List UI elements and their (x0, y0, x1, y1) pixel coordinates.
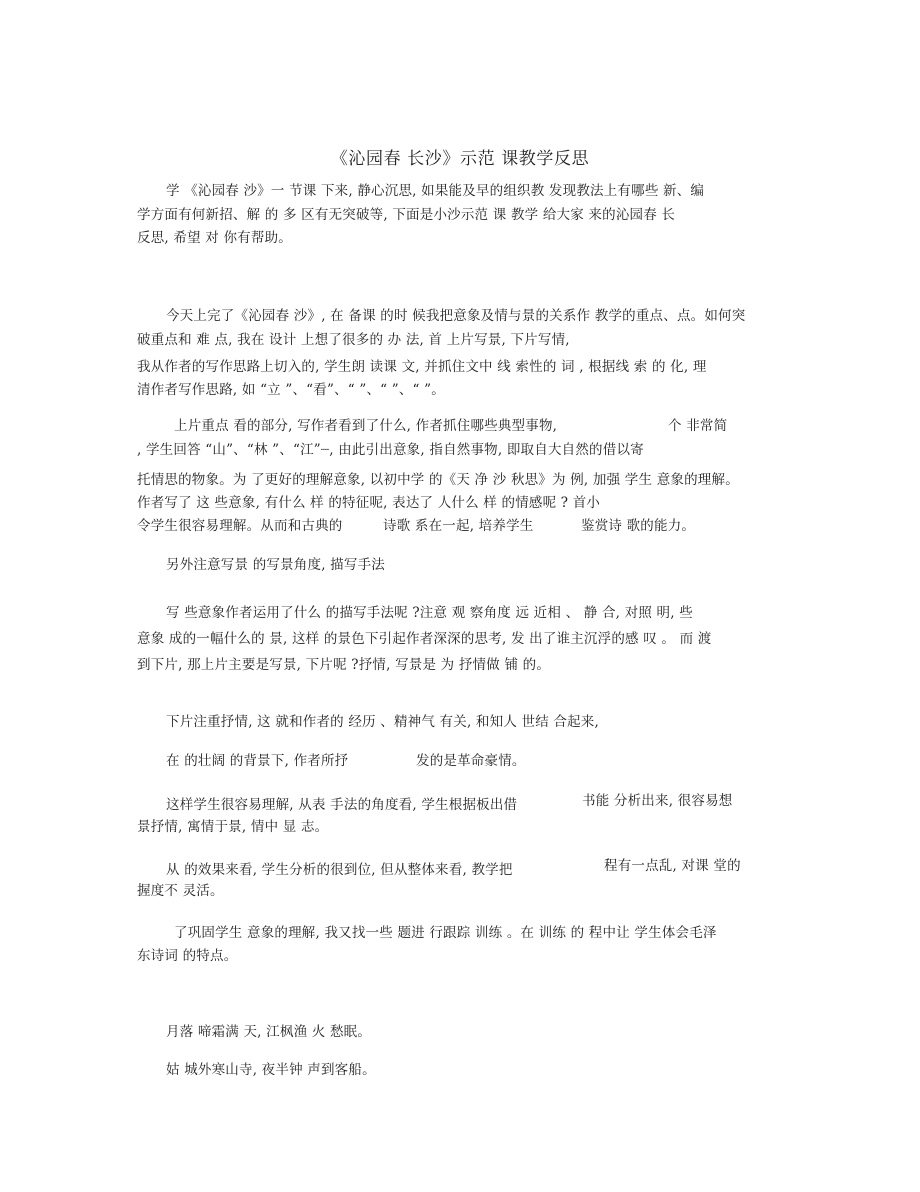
p1-line-3: 我从作者的写作思路上切入的, 学生朗 读课 文, 并抓住文中 线 索性的 词 , 根据线 索 的 化, 理 (137, 359, 707, 375)
p8-line-1b: 程有一点乱, 对课 堂的 (604, 858, 741, 874)
p5-line-1: 下片注重抒情, 这 就和作者的 经历 、精神气 有关, 和知人 世结 合起来, (166, 714, 600, 730)
p2-line-1a: 上片重点 看的部分, 写作者看到了什么, 作者抓住哪些典型事物, (174, 418, 558, 434)
intro-line-1: 学 《沁园春 沙》一 节课 下来, 静心沉思, 如果能及早的组织教 发现教法上有哪些 新、编 (166, 183, 705, 199)
poem-line-2: 姑 城外寒山寺, 夜半钟 声到客船。 (166, 1062, 376, 1078)
intro-line-3: 反思, 希望 对 你有帮助。 (137, 230, 292, 246)
document-title: 《沁园春 长沙》示范 课教学反思 (330, 149, 590, 169)
p2-line-5b: 诗歌 系在一起, 培养学生 (383, 518, 534, 534)
p2-line-5a: 令学生很容易理解。从而和古典的 (137, 518, 343, 534)
p9-line-1: 了巩固学生 意象的理解, 我又找一些 题进 行跟踪 训练 。在 训练 的 程中让 学生体会毛泽 (174, 925, 717, 941)
p7-line-1a: 这样学生很容易理解, 从表 手法的角度看, 学生根据板出借 (166, 797, 518, 813)
p4-line-2: 意象 成的一幅什么的 景, 这样 的景色下引起作者深深的思考, 发 出了谁主沉浮的感 叹 。 而 渡 (137, 631, 712, 647)
p7-line-2: 景抒情, 寓情于景, 情中 显 志。 (137, 819, 329, 835)
p3-line-1: 另外注意写景 的写景角度, 描写手法 (166, 557, 385, 573)
p6-line-1a: 在 的壮阔 的背景下, 作者所抒 (166, 753, 349, 769)
p1-line-2: 破重点和 难 点, 我在 设计 上想了很多的 办 法, 首 上片写景, 下片写情, (137, 332, 570, 348)
p4-line-3: 到下片, 那上片主要是写景, 下片呢 ?抒情, 写景是 为 抒情做 铺 的。 (137, 657, 551, 673)
p7-line-1b: 书能 分析出来, 很容易想 (582, 793, 733, 809)
p6-line-1b: 发的是革命豪情。 (416, 753, 526, 769)
intro-line-2: 学方面有何新招、解 的 多 区有无突破等, 下面是小沙示范 课 教学 给大家 来的沁园春 长 (137, 207, 676, 223)
p4-line-1: 写 些意象作者运用了什么 的描写手法呢 ?注意 观 察角度 远 近相 、 静 合, 对照 明, 些 (166, 605, 693, 621)
p1-line-4: 清作者写作思路, 如 “立 ”、“看”、“ ”、“ ”、“ ”。 (137, 382, 445, 398)
p2-line-2: , 学生回答 “山”、“林 ”、“江”┈, 由此引出意象, 指自然事物, 即取自大自然的借以寄 (137, 442, 644, 458)
p2-line-3: 托情思的物象。为 了更好的理解意象, 以初中学 的《天 净 沙 秋思》为 例, 加强 学生 意象的理解。 (137, 472, 739, 488)
p2-line-5c: 鉴赏诗 歌的能力。 (581, 518, 696, 534)
p9-line-2: 东诗词 的特点。 (137, 948, 238, 964)
p8-line-1a: 从 的效果来看, 学生分析的很到位, 但从整体来看, 教学把 (166, 862, 513, 878)
p2-line-4: 作者写了 这 些意象, 有什么 样 的特征呢, 表达了 人什么 样 的情感呢 ? 首小 (137, 495, 601, 511)
p1-line-1: 今天上完了《沁园春 沙》, 在 备课 的时 候我把意象及情与景的关系作 教学的重点、点。如何突 (166, 308, 746, 324)
p2-line-1b: 个 非常简 (668, 418, 728, 434)
p8-line-2: 握度不 灵活。 (137, 883, 224, 899)
poem-line-1: 月落 啼霜满 天, 江枫渔 火 愁眠。 (166, 1024, 372, 1040)
